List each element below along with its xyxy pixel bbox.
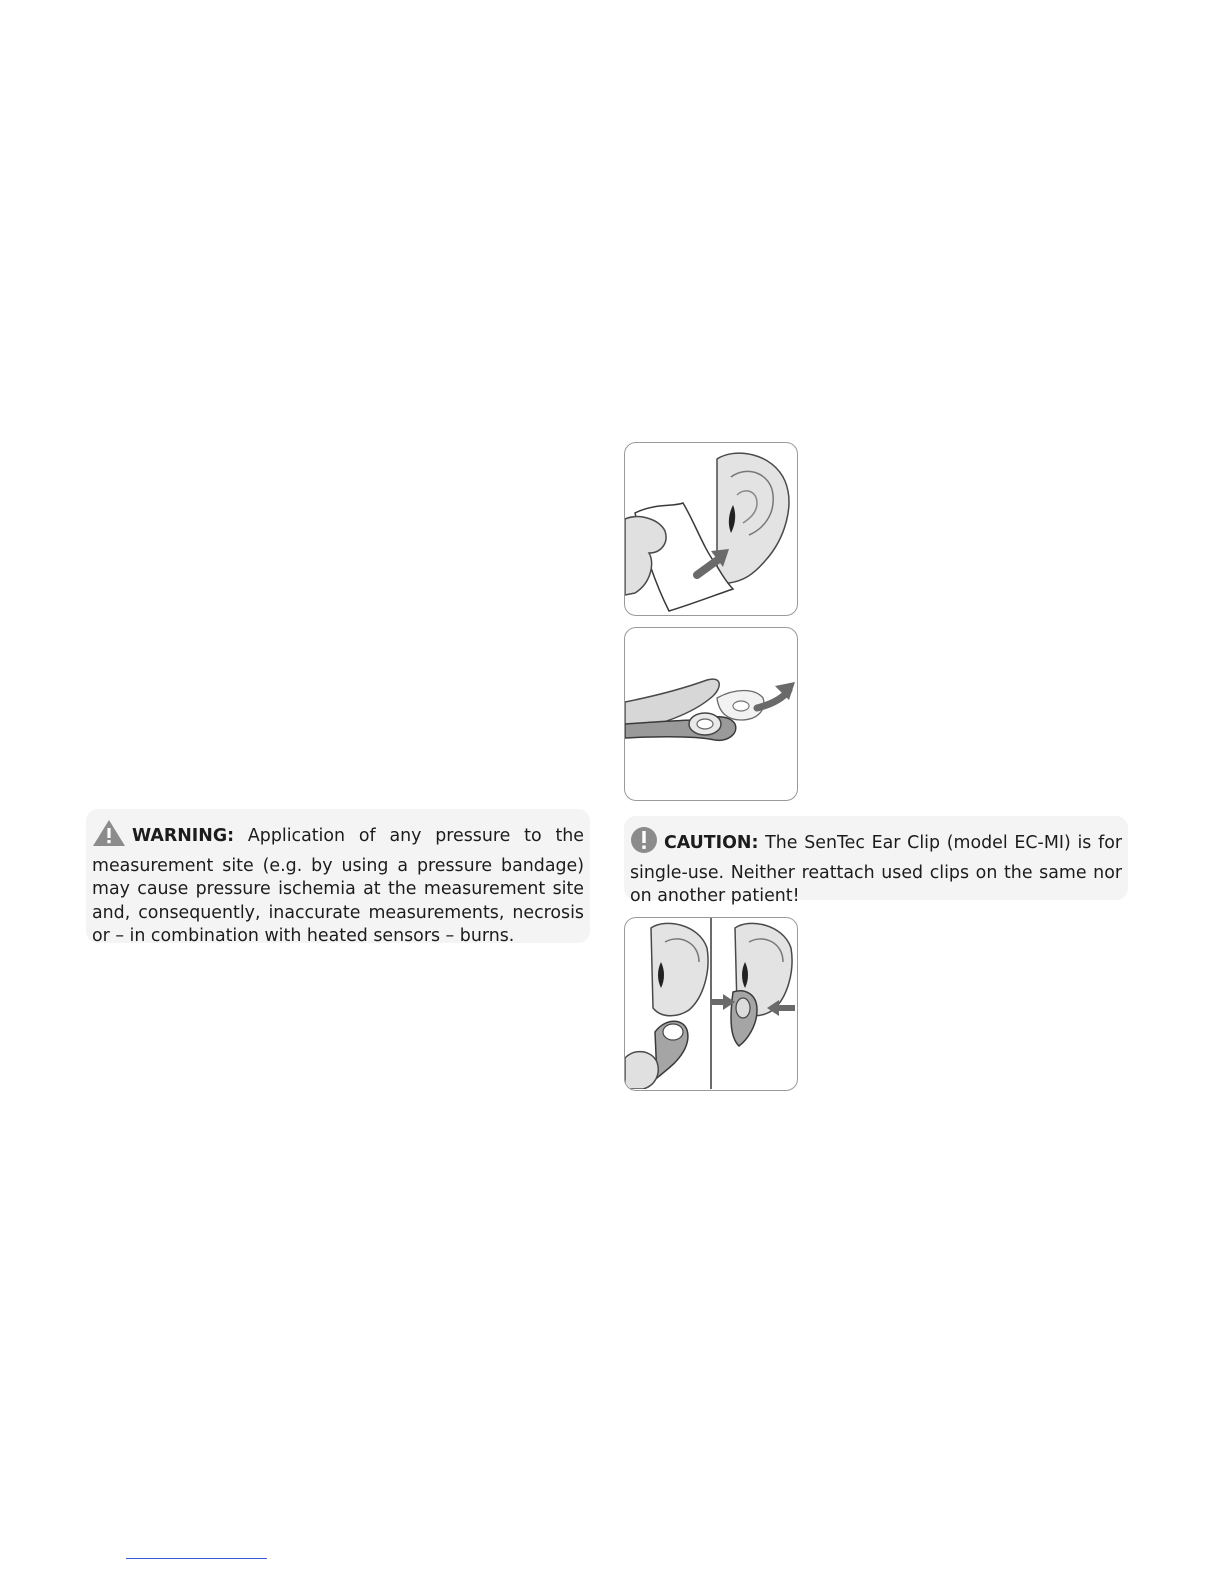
warning-text: Application of any pressure to the measurement site (e.g. by using a pressure bandage) may cause pressure ischemia at the measurement site and, consequently, inaccurate measurements, necrosis or – in combination with heated sensors – burns. [92, 826, 584, 946]
clean-earlobe-illustration [624, 442, 798, 616]
caution-text: The SenTec Ear Clip (model EC-MI) is for single-use. Neither reattach used clips on the same nor on another patient! [630, 833, 1122, 906]
caution-notice [624, 816, 1128, 906]
warning-paragraph [92, 819, 584, 949]
warning-label: WARNING: [132, 826, 235, 846]
warning-notice [86, 809, 590, 946]
attach-ear-clip-illustration [624, 917, 798, 1091]
remove-liner-illustration [624, 627, 798, 801]
warning-triangle-icon [92, 819, 126, 855]
caution-label: CAUTION: [664, 833, 759, 853]
caution-paragraph [630, 826, 1122, 909]
footer-rule [126, 1558, 267, 1559]
caution-exclamation-icon [630, 826, 658, 862]
